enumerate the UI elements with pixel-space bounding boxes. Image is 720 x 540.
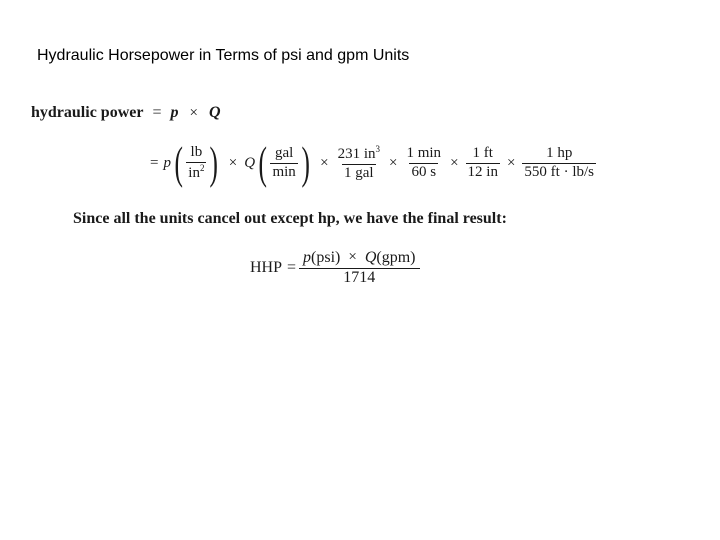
right-paren: ) bbox=[301, 137, 310, 188]
horsepower-conversion-fraction bbox=[522, 146, 596, 181]
foot-conversion-fraction bbox=[466, 146, 500, 181]
horsepower-value: 1 hp bbox=[546, 144, 573, 161]
hhp-symbol: HHP bbox=[250, 259, 283, 276]
min-unit: min bbox=[272, 163, 296, 180]
pressure-symbol: p bbox=[170, 104, 179, 121]
minute-conversion-fraction bbox=[404, 146, 443, 181]
equals-sign: = bbox=[287, 259, 297, 276]
flow-symbol: Q bbox=[208, 104, 221, 121]
gallon-value: 1 gal bbox=[344, 164, 374, 181]
times-sign: × bbox=[320, 154, 329, 171]
exponent: 2 bbox=[199, 162, 205, 173]
times-sign: × bbox=[189, 104, 198, 121]
seconds-value: 60 s bbox=[411, 163, 437, 180]
foot-value: 1 ft bbox=[472, 144, 493, 161]
times-sign: × bbox=[348, 249, 357, 266]
times-sign: × bbox=[450, 154, 459, 171]
cancellation-statement: Since all the units cancel out except hp, we have the final result: bbox=[73, 210, 507, 227]
psi-unit: (psi) bbox=[311, 248, 341, 266]
pressure-units-fraction bbox=[186, 145, 206, 182]
in-unit: in bbox=[188, 164, 200, 181]
lb-unit: lb bbox=[190, 143, 203, 160]
hhp-denominator: 1714 bbox=[299, 268, 419, 287]
exponent: 3 bbox=[375, 143, 380, 154]
equation-unit-conversion bbox=[150, 134, 596, 192]
inch-value: 12 in bbox=[467, 163, 498, 180]
in2-unit bbox=[186, 162, 206, 182]
pressure-symbol: p bbox=[303, 248, 312, 266]
slide-title: Hydraulic Horsepower in Terms of psi and gpm Units bbox=[37, 47, 410, 64]
ft-lb-per-s-value: 550 ft · lb/s bbox=[524, 163, 595, 180]
pressure-symbol: p bbox=[163, 154, 171, 171]
times-sign: × bbox=[228, 154, 238, 171]
hhp-numerator bbox=[301, 250, 417, 268]
hhp-fraction bbox=[301, 250, 417, 287]
left-paren: ( bbox=[258, 137, 267, 188]
right-paren: ) bbox=[209, 137, 219, 188]
times-sign: × bbox=[389, 154, 398, 171]
left-paren: ( bbox=[174, 137, 183, 188]
cubic-inch-value bbox=[336, 145, 382, 164]
equation-hydraulic-power bbox=[31, 104, 221, 122]
minute-value: 1 min bbox=[406, 144, 442, 161]
flow-symbol: Q bbox=[364, 248, 377, 266]
cubic-inch-base: 231 in bbox=[337, 145, 376, 162]
flow-units-fraction bbox=[270, 146, 297, 181]
flow-symbol: Q bbox=[244, 154, 256, 171]
gpm-unit: (gpm) bbox=[376, 248, 416, 266]
gal-unit: gal bbox=[274, 144, 294, 161]
times-sign: × bbox=[506, 154, 516, 171]
gallon-conversion-fraction bbox=[336, 145, 382, 182]
equals-sign: = bbox=[152, 104, 162, 122]
equation-hhp-result bbox=[250, 244, 418, 292]
equals-sign: = bbox=[150, 154, 159, 171]
hydraulic-power-label: hydraulic power bbox=[31, 104, 144, 121]
